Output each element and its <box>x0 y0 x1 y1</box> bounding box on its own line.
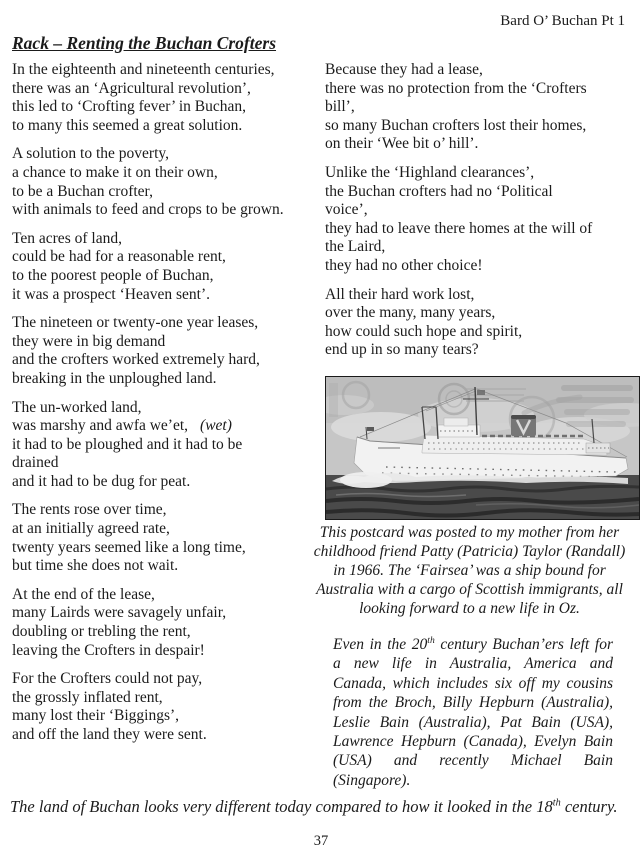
poem-line: In the eighteenth and nineteenth centuries, <box>12 61 275 78</box>
caption-line: childhood friend Patty (Patricia) Taylor (Randall) <box>313 542 626 560</box>
poem-line: this led to ‘Crofting fever’ in Buchan, <box>12 98 247 116</box>
note-line: from the Broch, Billy Hepburn (Australia), <box>333 694 613 712</box>
poem-line: end up in so many tears? <box>325 341 479 359</box>
poem-line: For the Crofters could not pay, <box>12 670 203 688</box>
poem-line: on their ‘Wee bit o’ hill’. <box>325 135 479 153</box>
poem-line: leaving the Crofters in despair! <box>12 641 205 659</box>
poem-stanza <box>12 314 318 388</box>
poem-stanza <box>12 399 318 492</box>
poem-line: twenty years seemed like a long time, <box>12 538 246 556</box>
emigration-note <box>333 635 613 790</box>
poem-line: voice’, <box>325 201 368 219</box>
poem-line: could be had for a reasonable rent, <box>12 248 226 266</box>
poem-line: and off the land they were sent. <box>12 726 207 743</box>
document-header: Bard O’ Buchan Pt 1 <box>500 13 625 29</box>
note-line: Canada, which includes six off my cousins <box>333 674 613 692</box>
poem-stanza <box>12 586 318 660</box>
note-line: a new life in Australia, America and <box>333 655 613 673</box>
fairsea-ship-postcard-image <box>325 376 640 520</box>
poem-line: a chance to make it on their own, <box>12 163 218 181</box>
poem-line: Unlike the ‘Highland clearances’, <box>325 163 535 181</box>
note-line: Lawrence Hepburn (Canada), Evelyn Bain <box>333 732 613 750</box>
poem-line: The nineteen or twenty-one year leases, <box>12 314 259 332</box>
poem-line: At the end of the lease, <box>12 585 155 603</box>
poem-line: at an initially agreed rate, <box>12 520 170 538</box>
poem-line: over the many, many years, <box>325 304 496 322</box>
poem-line: breaking in the unploughed land. <box>12 369 217 387</box>
poem-line: A solution to the poverty, <box>12 145 169 163</box>
poem-line: the grossly inflated rent, <box>12 688 163 706</box>
poem-line: The rents rose over time, <box>12 501 167 519</box>
closing-line: The land of Buchan looks very different today compared to how it looked in the 18th century. <box>10 797 618 816</box>
poem-stanza <box>12 230 318 304</box>
poem-line: and it had to be dug for peat. <box>12 472 191 490</box>
wet-gloss: (wet) <box>200 417 232 435</box>
poem-line: to the poorest people of Buchan, <box>12 266 214 284</box>
note-line: (USA) and recently Michael Bain <box>333 752 613 770</box>
poem-line: they had no other choice! <box>325 256 483 274</box>
poem-left-column <box>12 61 318 755</box>
poem-line: it had to be ploughed and it had to be <box>12 435 243 453</box>
superscript-th: th <box>552 797 561 809</box>
poem-line: Ten acres of land, <box>12 229 122 247</box>
poem-right-column <box>313 61 638 790</box>
poem-line: with animals to feed and crops to be grown. <box>12 201 284 219</box>
superscript-th: th <box>427 634 435 646</box>
note-line: Leslie Bain (Australia), Pat Bain (USA), <box>333 713 613 731</box>
poem-line: how could such hope and spirit, <box>325 322 523 340</box>
poem-stanza <box>12 61 318 135</box>
poem-line: All their hard work lost, <box>325 285 475 303</box>
page-title: Rack – Renting the Buchan Crofters <box>12 33 277 53</box>
poem-stanza <box>325 286 638 360</box>
caption-line: looking forward to a new life in Oz. <box>359 599 580 617</box>
caption-line: Australia with a cargo of Scottish immigrants, all <box>316 580 623 598</box>
poem-stanza <box>325 164 638 276</box>
poem-stanza <box>12 670 318 744</box>
poem-line: it was a prospect ‘Heaven sent’. <box>12 285 210 303</box>
poem-line: they had to leave there homes at the will of <box>325 219 593 237</box>
poem-line: The un-worked land, <box>12 398 142 416</box>
poem-line: but time she does not wait. <box>12 557 179 575</box>
poem-stanza <box>325 61 638 154</box>
poem-line: there was an ‘Agricultural revolution’, <box>12 79 251 97</box>
caption-line: This postcard was posted to my mother from her <box>319 523 620 541</box>
poem-line: there was no protection from the ‘Crofters <box>325 79 587 97</box>
poem-stanza <box>12 145 318 219</box>
caption-line: in 1966. The ‘Fairsea’ was a ship bound for <box>333 561 606 579</box>
poem-line: to be a Buchan crofter, <box>12 182 153 200</box>
poem-line: bill’, <box>325 98 355 116</box>
ship-illustration <box>326 377 639 519</box>
poem-line: many Lairds were savagely unfair, <box>12 604 227 622</box>
page-number: 37 <box>313 833 329 849</box>
note-line: (Singapore). <box>333 771 411 789</box>
poem-line: the Laird, <box>325 238 386 256</box>
poem-line: so many Buchan crofters lost their homes, <box>325 116 587 134</box>
poem-line: was marshy and awfa we’et, (wet) <box>12 417 232 435</box>
note-line: Even in the 20th century Buchan’ers left for <box>333 634 613 653</box>
poem-line: they were in big demand <box>12 332 166 350</box>
poem-line: Because they had a lease, <box>325 61 483 78</box>
poem-stanza <box>12 501 318 575</box>
postcard-caption <box>297 523 642 618</box>
poem-line: to many this seemed a great solution. <box>12 116 243 134</box>
poem-line: many lost their ‘Biggings’, <box>12 707 180 725</box>
poem-line: doubling or trebling the rent, <box>12 623 191 641</box>
poem-line: and the crofters worked extremely hard, <box>12 351 260 369</box>
poem-line: the Buchan crofters had no ‘Political <box>325 182 553 200</box>
poem-line: drained <box>12 454 59 472</box>
